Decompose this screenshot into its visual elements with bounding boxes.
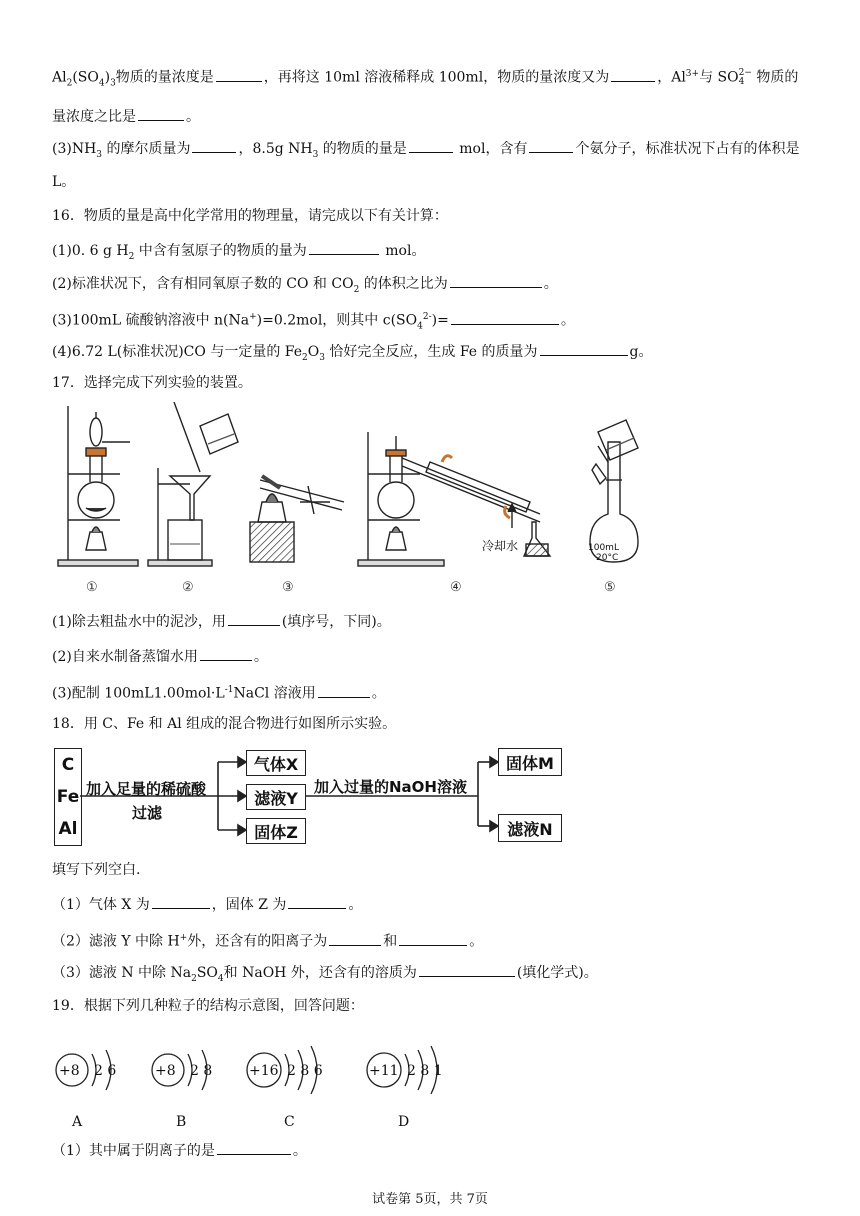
question-19-title: 19．根据下列几种粒子的结构示意图，回答问题： <box>52 998 364 1014</box>
solid-m-box: 固体M <box>498 748 562 776</box>
question-line: （3）滤液 N 中除 $Na_2SO_4$和 NaOH 外，还含有的溶质为 (填化学式)。 <box>52 962 598 989</box>
question-line: （1）其中属于阴离子的是 。 <box>52 1140 307 1161</box>
atom-label-a: A <box>72 1114 83 1130</box>
apparatus-1 <box>58 406 138 566</box>
question-line: 量浓度之比是 。 <box>52 106 200 127</box>
apparatus-label-5: ⑤ <box>604 580 616 595</box>
solid-z-box: 固体Z <box>246 818 306 844</box>
answer-blank[interactable] <box>318 683 370 698</box>
shells-c: 2 8 6 <box>287 1063 323 1079</box>
apparatus-4 <box>358 432 550 566</box>
apparatus-3 <box>250 476 344 562</box>
flask-temp-text: 20°C <box>596 553 619 563</box>
atom-diagrams <box>50 1042 450 1104</box>
answer-blank[interactable] <box>288 894 346 909</box>
step2-label: 加入过量的NaOH溶液 <box>314 778 467 796</box>
question-line: $Al_2(SO_4)_3$物质的量浓度是 ，再将这 10ml 溶液稀释成 100ml，物质的量浓度又为 ，$Al^{3+}$与 SO2− 4 物质的 <box>52 67 799 89</box>
apparatus-label-1: ① <box>86 580 98 595</box>
step1-label: 加入足量的稀硫酸 <box>86 780 207 798</box>
answer-blank[interactable] <box>309 240 379 255</box>
atom-label-b: B <box>176 1114 187 1130</box>
answer-blank[interactable] <box>138 106 184 121</box>
nucleus-b: +8 <box>155 1063 176 1079</box>
filtrate-y-box: 滤液Y <box>246 784 306 810</box>
apparatus-label-4: ④ <box>450 580 462 595</box>
question-line: (2)标准状况下，含有相同氧原子数的 CO 和 $CO_2$ 的体积之比为 。 <box>52 273 558 300</box>
question-16-title: 16．物质的量是高中化学常用的物理量，请完成以下有关计算： <box>52 208 448 224</box>
question-line: (3)配制 $100mL1.00mol\cdot L^{-1}NaCl$ 溶液用 。 <box>52 680 386 704</box>
answer-blank[interactable] <box>540 341 628 356</box>
filtrate-n-box: 滤液N <box>498 814 562 842</box>
answer-blank[interactable] <box>228 611 280 626</box>
page-footer: 试卷第 5页，共 7页 <box>372 1192 488 1207</box>
shells-a: 2 6 <box>94 1063 117 1079</box>
answer-blank[interactable] <box>419 962 515 977</box>
step1-sub-label: 过滤 <box>132 804 163 822</box>
gas-x-box: 气体X <box>246 750 306 776</box>
answer-blank[interactable] <box>329 931 381 946</box>
fill-instruction: 填写下列空白. <box>52 862 141 878</box>
nucleus-a: +8 <box>59 1063 80 1079</box>
answer-blank[interactable] <box>399 931 467 946</box>
question-line: (2)自来水制备蒸馏水用 。 <box>52 646 268 667</box>
question-line: （2）滤液 Y 中除 H+外，还含有的阳离子为 和 。 <box>52 928 483 952</box>
answer-blank[interactable] <box>450 273 542 288</box>
question-line: (1)0. 6 g $H_2$ 中含有氢原子的物质的量为 mol。 <box>52 240 425 267</box>
answer-blank[interactable] <box>529 138 573 153</box>
answer-blank[interactable] <box>152 894 210 909</box>
answer-blank[interactable] <box>216 67 262 82</box>
atom-label-c: C <box>284 1114 295 1130</box>
shells-b: 2 8 <box>190 1063 213 1079</box>
answer-blank[interactable] <box>409 138 453 153</box>
answer-blank[interactable] <box>217 1140 291 1155</box>
apparatus-label-2: ② <box>182 580 194 595</box>
flask-volume-text: 100mL <box>588 543 619 553</box>
nucleus-d: +11 <box>369 1063 399 1079</box>
atom-label-d: D <box>398 1114 410 1130</box>
question-line: (3)100mL 硫酸钠溶液中 n(Na+)=0.2mol，则其中 $c(SO_4^{2-})=$ 。 <box>52 307 575 336</box>
apparatus-5 <box>590 420 638 562</box>
shells-d: 2 8 1 <box>407 1063 443 1079</box>
question-17-title: 17．选择完成下列实验的装置。 <box>52 375 252 391</box>
mixture-box: C Fe Al <box>54 748 82 846</box>
question-18-title: 18．用 C、Fe 和 Al 组成的混合物进行如图所示实验。 <box>52 716 397 732</box>
question-line: （1）气体 X 为 ，固体 Z 为 。 <box>52 894 362 915</box>
question-line: (1)除去粗盐水中的泥沙，用 (填序号，下同)。 <box>52 611 391 632</box>
question-line: $(3)NH_3$ 的摩尔质量为 ，8.5g $NH_3$ 的物质的量是 mol，含有 个氨分子，标准状况下占有的体积是 <box>52 138 799 165</box>
answer-blank[interactable] <box>611 67 655 82</box>
apparatus-2 <box>148 402 238 566</box>
answer-blank[interactable] <box>192 138 236 153</box>
answer-blank[interactable] <box>200 646 252 661</box>
question-line: (4)6.72 L(标准状况)CO 与一定量的 $Fe_2O_3$ 恰好完全反应，生成 Fe 的质量为 g。 <box>52 341 653 368</box>
question-line: L。 <box>52 174 76 190</box>
answer-blank[interactable] <box>451 310 559 325</box>
nucleus-c: +16 <box>249 1063 279 1079</box>
apparatus-figure <box>50 402 650 574</box>
apparatus-label-3: ③ <box>282 580 294 595</box>
cooling-water-label: 冷却水 <box>482 539 519 553</box>
